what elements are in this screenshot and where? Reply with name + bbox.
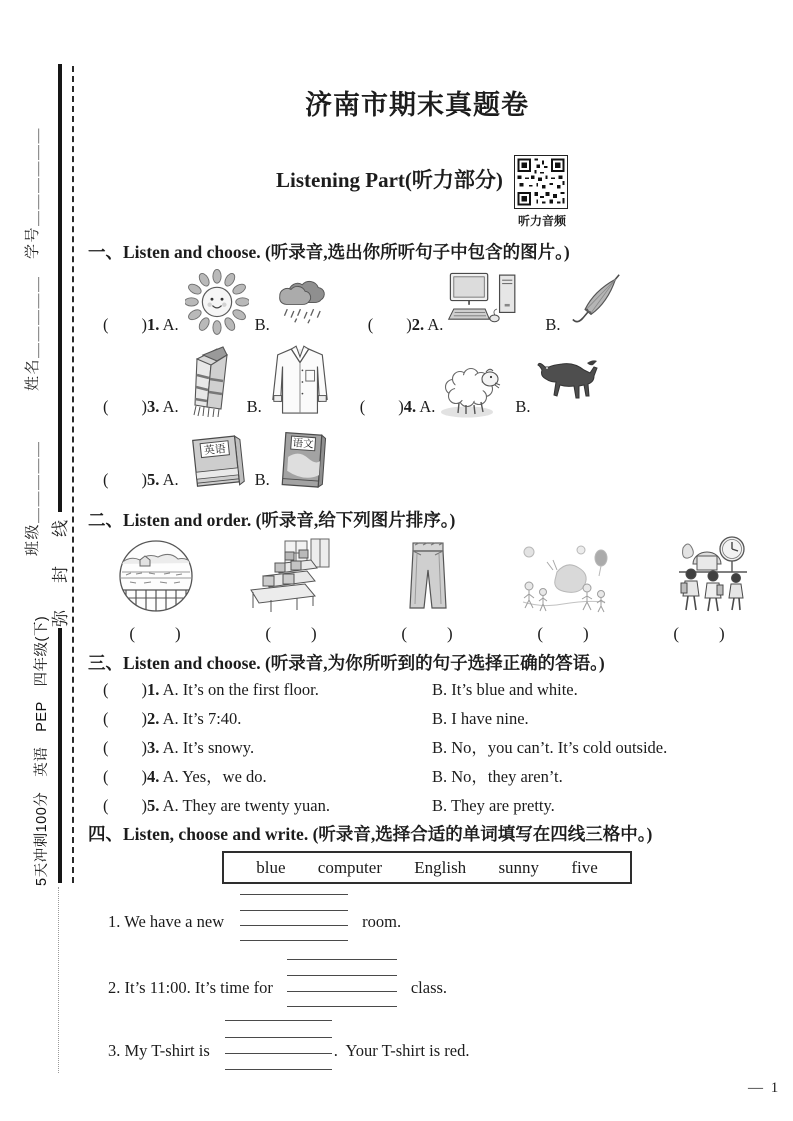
answer-blank: ( )	[103, 796, 147, 815]
section2-heading: 二、Listen and order. (听录音,给下列图片排序。)	[88, 510, 456, 530]
student-info-fields: 班级＿＿＿＿＿ 姓名＿＿＿＿＿ 学号＿＿＿＿＿＿	[25, 126, 41, 556]
write-item-1	[88, 889, 401, 941]
item4-label	[360, 393, 436, 417]
seal-char-xian: 线	[51, 520, 70, 537]
sentence-start: 2. It’s 11:00. It’s time for	[108, 978, 273, 997]
section3-list	[88, 676, 788, 821]
sun-icon	[185, 265, 249, 337]
writing-grid	[225, 1020, 332, 1070]
order-item-1	[88, 534, 224, 644]
item1-label	[103, 311, 179, 335]
book-series-label: 5天冲刺100分 英语 PEP 四年级(下)	[34, 615, 50, 886]
qa-row-3	[88, 734, 788, 763]
order-blank: ( )	[265, 624, 319, 643]
item1-b-label: B.	[254, 315, 270, 334]
answer-blank: ( )	[367, 315, 412, 334]
section2-row	[88, 534, 778, 644]
option-a	[103, 705, 432, 729]
order-blank: ( )	[129, 624, 183, 643]
option-a-label: A.	[162, 397, 179, 416]
item-number: 3.	[147, 738, 160, 757]
margin-dotted-line	[58, 887, 59, 1073]
option-a-label: A.	[419, 397, 436, 416]
umbrella-closed-icon	[567, 265, 629, 337]
section3-heading: 三、Listen and choose. (听录音,为你所听到的句子选择正确的答语。)	[88, 653, 605, 673]
option-b: B. No，they aren’t.	[432, 767, 563, 786]
sentence-end: class.	[410, 978, 448, 997]
item5-label	[103, 466, 179, 490]
horse-icon	[537, 355, 603, 405]
answer-blank: ( )	[103, 738, 147, 757]
option-a	[103, 792, 432, 816]
answer-blank: ( )	[103, 397, 147, 416]
seal-line-solid-bottom	[58, 628, 62, 883]
section4-heading: 四、Listen, choose and write. (听录音,选择合适的单词填写在四线三格中。)	[88, 824, 653, 844]
rain-clouds-icon	[276, 267, 338, 325]
english-book-label: 英语	[202, 443, 227, 458]
qa-row-4	[88, 763, 788, 792]
order-blank: ( )	[673, 624, 727, 643]
seal-line-solid-top	[58, 64, 62, 512]
item-number: 5.	[147, 796, 160, 815]
item2-b-label: B.	[545, 315, 561, 334]
section1-row1	[103, 263, 783, 337]
english-book-icon	[187, 430, 247, 492]
option-a	[103, 676, 432, 700]
item-number: 4.	[147, 767, 160, 786]
option-a-text: A. It’s snowy.	[162, 738, 255, 757]
qr-block	[514, 155, 570, 229]
qa-row-2	[88, 705, 788, 734]
option-a-label: A.	[162, 470, 179, 489]
order-item-3	[360, 534, 496, 644]
listening-part-heading: Listening Part(听力部分)	[276, 168, 503, 192]
item-number: 2.	[411, 315, 425, 334]
option-b: B. They are pretty.	[432, 796, 555, 815]
computer-icon	[447, 269, 525, 327]
item4-b-label: B.	[515, 397, 531, 416]
option-b: B. It’s blue and white.	[432, 680, 578, 699]
item-number: 1.	[147, 680, 160, 699]
answer-blank: ( )	[103, 315, 147, 334]
item5-b-label: B.	[254, 470, 270, 489]
item-number: 1.	[147, 315, 160, 334]
option-b: B. I have nine.	[432, 709, 529, 728]
order-item-4	[496, 534, 632, 644]
school-kids-clock-image	[653, 534, 747, 614]
farm-scene-image	[116, 538, 196, 614]
word-bank-item: English	[414, 857, 467, 877]
option-a	[103, 763, 432, 787]
seal-char-mi: 弥	[51, 610, 70, 627]
item3-label	[103, 393, 179, 417]
word-bank-item: sunny	[498, 857, 540, 877]
answer-blank: ( )	[103, 680, 147, 699]
section1-row2	[103, 345, 783, 419]
shirt-icon	[268, 345, 332, 419]
section1-heading: 一、Listen and choose. (听录音,选出你所听句子中包含的图片。)	[88, 242, 570, 262]
option-a-text: A. It’s 7:40.	[162, 709, 242, 728]
seal-char-feng: 封	[51, 566, 70, 583]
qa-row-1	[88, 676, 788, 705]
page-title: 济南市期末真题卷	[305, 90, 529, 120]
write-item-2	[88, 955, 447, 1007]
word-bank-item: blue	[256, 857, 286, 877]
chinese-book-icon	[278, 428, 330, 492]
word-bank-item: computer	[317, 857, 382, 877]
sentence-end: . Your T-shirt is red.	[333, 1041, 470, 1060]
item-number: 3.	[147, 397, 160, 416]
scarf-icon	[187, 345, 239, 419]
option-b: B. No，you can’t. It’s cold outside.	[432, 738, 668, 757]
qr-code	[514, 155, 568, 209]
writing-grid	[287, 959, 397, 1007]
seal-line-dashed	[72, 66, 74, 883]
sheep-icon	[439, 357, 501, 419]
item-number: 5.	[147, 470, 160, 489]
answer-blank: ( )	[103, 767, 147, 786]
option-a	[103, 734, 432, 758]
sentence-start: 3. My T-shirt is	[108, 1041, 210, 1060]
word-bank-item: five	[571, 857, 598, 877]
order-item-5	[632, 534, 768, 644]
item-number: 4.	[403, 397, 417, 416]
option-a-text: A. Yes，we do.	[162, 767, 267, 786]
answer-blank: ( )	[359, 397, 404, 416]
qa-row-5	[88, 792, 788, 821]
sentence-end: room.	[362, 912, 402, 931]
order-blank: ( )	[401, 624, 455, 643]
order-item-2	[224, 534, 360, 644]
qr-caption: 听力音频	[517, 214, 566, 228]
pants-image	[405, 540, 451, 614]
park-playing-image	[517, 544, 611, 614]
page-number: — 1	[748, 1080, 781, 1096]
word-bank	[222, 851, 632, 884]
option-a-text: A. It’s on the first floor.	[162, 680, 319, 699]
chinese-book-label: 语文	[292, 438, 314, 451]
computer-room-image	[245, 538, 339, 614]
item3-b-label: B.	[246, 397, 262, 416]
writing-grid	[240, 894, 348, 941]
option-a-text: A. They are twenty yuan.	[162, 796, 330, 815]
item2-label	[368, 311, 444, 335]
write-item-3	[88, 1016, 469, 1070]
answer-blank: ( )	[103, 709, 147, 728]
section1-row3	[103, 428, 783, 492]
sentence-start: 1. We have a new	[108, 912, 225, 931]
option-a-label: A.	[162, 315, 179, 334]
option-a-label: A.	[427, 315, 444, 334]
item-number: 2.	[147, 709, 160, 728]
answer-blank: ( )	[103, 470, 147, 489]
order-blank: ( )	[537, 624, 591, 643]
